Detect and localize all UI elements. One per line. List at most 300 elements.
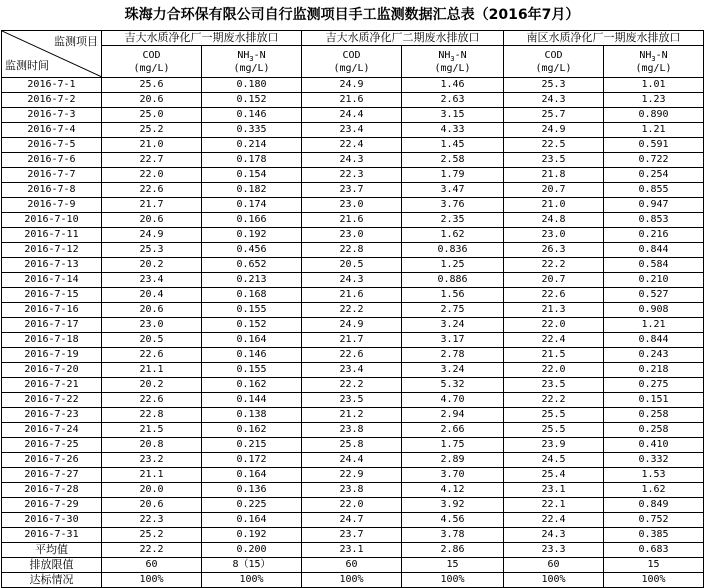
value-cell: 24.5 [504, 453, 604, 468]
value-cell: 0.335 [202, 123, 302, 138]
value-cell: 0.591 [604, 138, 704, 153]
value-cell: 25.2 [102, 528, 202, 543]
value-cell: 1.46 [402, 78, 504, 93]
value-cell: 0.844 [604, 243, 704, 258]
summary-value-cell: 15 [402, 558, 504, 573]
value-cell: 0.225 [202, 498, 302, 513]
value-cell: 20.5 [102, 333, 202, 348]
value-cell: 0.385 [604, 528, 704, 543]
table-row [2, 378, 704, 393]
value-cell: 0.215 [202, 438, 302, 453]
value-cell: 24.9 [504, 123, 604, 138]
date-cell: 2016-7-20 [2, 363, 102, 378]
value-cell: 23.9 [504, 438, 604, 453]
unit-label: (mg/L) [133, 62, 170, 74]
summary-label: 达标情况 [2, 573, 102, 588]
value-cell: 1.62 [402, 228, 504, 243]
value-cell: 0.144 [202, 393, 302, 408]
site-header-1: 吉大水质净化厂一期废水排放口 [102, 31, 302, 46]
date-cell: 2016-7-15 [2, 288, 102, 303]
value-cell: 21.5 [102, 423, 202, 438]
value-cell: 22.2 [302, 303, 402, 318]
table-row [2, 363, 704, 378]
value-cell: 3.47 [402, 183, 504, 198]
value-cell: 0.890 [604, 108, 704, 123]
summary-value-cell: 100% [402, 573, 504, 588]
value-cell: 22.9 [302, 468, 402, 483]
date-cell: 2016-7-16 [2, 303, 102, 318]
value-cell: 24.3 [302, 153, 402, 168]
value-cell: 21.2 [302, 408, 402, 423]
value-cell: 23.1 [504, 483, 604, 498]
value-cell: 1.25 [402, 258, 504, 273]
summary-value-cell: 100% [102, 573, 202, 588]
value-cell: 0.192 [202, 528, 302, 543]
value-cell: 1.53 [604, 468, 704, 483]
value-cell: 20.7 [504, 183, 604, 198]
header-row-sites [2, 31, 704, 46]
value-cell: 23.7 [302, 183, 402, 198]
value-cell: 22.4 [302, 138, 402, 153]
summary-value-cell: 100% [604, 573, 704, 588]
date-cell: 2016-7-22 [2, 393, 102, 408]
table-row [2, 168, 704, 183]
value-cell: 3.24 [402, 363, 504, 378]
value-cell: 20.0 [102, 483, 202, 498]
summary-value-cell: 100% [202, 573, 302, 588]
value-cell: 22.7 [102, 153, 202, 168]
value-cell: 22.3 [302, 168, 402, 183]
value-cell: 1.01 [604, 78, 704, 93]
value-cell: 23.0 [302, 198, 402, 213]
value-cell: 0.162 [202, 378, 302, 393]
table-row [2, 78, 704, 93]
value-cell: 0.836 [402, 243, 504, 258]
value-cell: 24.4 [302, 453, 402, 468]
unit-label: (mg/L) [434, 62, 471, 74]
value-cell: 24.8 [504, 213, 604, 228]
value-cell: 3.24 [402, 318, 504, 333]
date-cell: 2016-7-24 [2, 423, 102, 438]
table-row [2, 468, 704, 483]
value-cell: 0.155 [202, 303, 302, 318]
nh3n-label: $NH_3-N$ [237, 49, 266, 63]
value-cell: 3.78 [402, 528, 504, 543]
value-cell: 1.21 [604, 123, 704, 138]
value-cell: 2.58 [402, 153, 504, 168]
table-row [2, 288, 704, 303]
table-row [2, 393, 704, 408]
value-cell: 0.180 [202, 78, 302, 93]
value-cell: 2.66 [402, 423, 504, 438]
value-cell: 23.4 [102, 273, 202, 288]
value-cell: 22.6 [102, 393, 202, 408]
date-cell: 2016-7-17 [2, 318, 102, 333]
value-cell: 0.752 [604, 513, 704, 528]
date-cell: 2016-7-9 [2, 198, 102, 213]
header-row-params [2, 46, 704, 78]
value-cell: 1.79 [402, 168, 504, 183]
value-cell: 1.45 [402, 138, 504, 153]
value-cell: 0.527 [604, 288, 704, 303]
value-cell: 23.5 [302, 393, 402, 408]
value-cell: 25.3 [102, 243, 202, 258]
value-cell: 23.2 [102, 453, 202, 468]
value-cell: 23.5 [504, 378, 604, 393]
table-row [2, 348, 704, 363]
value-cell: 25.8 [302, 438, 402, 453]
value-cell: 0.210 [604, 273, 704, 288]
value-cell: 0.164 [202, 513, 302, 528]
table-row [2, 153, 704, 168]
summary-value-cell: 100% [504, 573, 604, 588]
value-cell: 0.410 [604, 438, 704, 453]
value-cell: 26.3 [504, 243, 604, 258]
summary-value-cell: 60 [102, 558, 202, 573]
table-row [2, 528, 704, 543]
value-cell: 2.89 [402, 453, 504, 468]
value-cell: 0.722 [604, 153, 704, 168]
summary-value-cell: 60 [302, 558, 402, 573]
value-cell: 22.2 [504, 258, 604, 273]
table-row [2, 93, 704, 108]
table-row [2, 183, 704, 198]
value-cell: 25.0 [102, 108, 202, 123]
value-cell: 20.6 [102, 93, 202, 108]
summary-value-cell: 8（15） [202, 558, 302, 573]
value-cell: 0.652 [202, 258, 302, 273]
value-cell: 23.8 [302, 483, 402, 498]
value-cell: 4.12 [402, 483, 504, 498]
site-header-3: 南区水质净化厂一期废水排放口 [504, 31, 704, 46]
value-cell: 21.3 [504, 303, 604, 318]
param-header-nh3n [202, 46, 302, 78]
value-cell: 24.3 [504, 528, 604, 543]
table-row [2, 138, 704, 153]
date-cell: 2016-7-2 [2, 93, 102, 108]
value-cell: 23.4 [302, 123, 402, 138]
value-cell: 22.4 [504, 333, 604, 348]
date-cell: 2016-7-18 [2, 333, 102, 348]
value-cell: 0.138 [202, 408, 302, 423]
param-header-nh3n [402, 46, 504, 78]
value-cell: 22.2 [302, 378, 402, 393]
table-row [2, 453, 704, 468]
value-cell: 0.218 [604, 363, 704, 378]
value-cell: 23.5 [504, 153, 604, 168]
value-cell: 22.2 [504, 393, 604, 408]
value-cell: 0.164 [202, 333, 302, 348]
value-cell: 0.164 [202, 468, 302, 483]
table-row [2, 318, 704, 333]
param-header-cod [302, 46, 402, 78]
value-cell: 21.0 [504, 198, 604, 213]
date-cell: 2016-7-6 [2, 153, 102, 168]
value-cell: 22.4 [504, 513, 604, 528]
value-cell: 2.63 [402, 93, 504, 108]
date-cell: 2016-7-25 [2, 438, 102, 453]
corner-label-time: 监测时间 [5, 59, 49, 72]
value-cell: 24.7 [302, 513, 402, 528]
value-cell: 21.6 [302, 93, 402, 108]
value-cell: 25.6 [102, 78, 202, 93]
date-cell: 2016-7-14 [2, 273, 102, 288]
summary-row [2, 543, 704, 558]
unit-label: (mg/L) [233, 62, 270, 74]
value-cell: 2.75 [402, 303, 504, 318]
summary-row [2, 573, 704, 588]
value-cell: 0.152 [202, 93, 302, 108]
value-cell: 4.56 [402, 513, 504, 528]
summary-value-cell: 23.1 [302, 543, 402, 558]
value-cell: 0.162 [202, 423, 302, 438]
table-row [2, 303, 704, 318]
value-cell: 23.8 [302, 423, 402, 438]
table-row [2, 243, 704, 258]
value-cell: 20.6 [102, 303, 202, 318]
value-cell: 22.0 [504, 363, 604, 378]
value-cell: 0.258 [604, 423, 704, 438]
date-cell: 2016-7-10 [2, 213, 102, 228]
cod-label: COD [342, 49, 361, 61]
date-cell: 2016-7-5 [2, 138, 102, 153]
value-cell: 22.6 [102, 183, 202, 198]
date-cell: 2016-7-13 [2, 258, 102, 273]
monitoring-table [1, 30, 704, 588]
value-cell: 3.76 [402, 198, 504, 213]
value-cell: 0.136 [202, 483, 302, 498]
value-cell: 0.214 [202, 138, 302, 153]
value-cell: 0.584 [604, 258, 704, 273]
value-cell: 0.182 [202, 183, 302, 198]
value-cell: 1.23 [604, 93, 704, 108]
value-cell: 0.254 [604, 168, 704, 183]
value-cell: 0.947 [604, 198, 704, 213]
value-cell: 1.75 [402, 438, 504, 453]
value-cell: 24.9 [302, 78, 402, 93]
value-cell: 21.7 [302, 333, 402, 348]
table-row [2, 483, 704, 498]
value-cell: 1.21 [604, 318, 704, 333]
table-row [2, 213, 704, 228]
value-cell: 22.6 [102, 348, 202, 363]
date-cell: 2016-7-28 [2, 483, 102, 498]
value-cell: 22.5 [504, 138, 604, 153]
value-cell: 24.4 [302, 108, 402, 123]
value-cell: 21.0 [102, 138, 202, 153]
value-cell: 0.151 [604, 393, 704, 408]
value-cell: 23.4 [302, 363, 402, 378]
date-cell: 2016-7-31 [2, 528, 102, 543]
value-cell: 0.213 [202, 273, 302, 288]
cod-label: COD [142, 49, 161, 61]
table-row [2, 513, 704, 528]
date-cell: 2016-7-27 [2, 468, 102, 483]
value-cell: 3.17 [402, 333, 504, 348]
value-cell: 23.0 [302, 228, 402, 243]
value-cell: 22.0 [102, 168, 202, 183]
value-cell: 22.6 [302, 348, 402, 363]
value-cell: 21.1 [102, 468, 202, 483]
value-cell: 0.154 [202, 168, 302, 183]
value-cell: 25.4 [504, 468, 604, 483]
value-cell: 22.6 [504, 288, 604, 303]
table-row [2, 123, 704, 138]
value-cell: 0.908 [604, 303, 704, 318]
value-cell: 25.7 [504, 108, 604, 123]
summary-value-cell: 15 [604, 558, 704, 573]
value-cell: 2.94 [402, 408, 504, 423]
value-cell: 25.5 [504, 408, 604, 423]
value-cell: 0.844 [604, 333, 704, 348]
value-cell: 24.3 [504, 93, 604, 108]
table-row [2, 198, 704, 213]
date-cell: 2016-7-12 [2, 243, 102, 258]
site-header-2: 吉大水质净化厂二期废水排放口 [302, 31, 504, 46]
value-cell: 22.3 [102, 513, 202, 528]
date-cell: 2016-7-30 [2, 513, 102, 528]
date-cell: 2016-7-23 [2, 408, 102, 423]
value-cell: 23.7 [302, 528, 402, 543]
report-title: 珠海力合环保有限公司自行监测项目手工监测数据汇总表（2016年7月） [124, 7, 580, 23]
value-cell: 23.0 [102, 318, 202, 333]
value-cell: 0.166 [202, 213, 302, 228]
date-cell: 2016-7-7 [2, 168, 102, 183]
table-row [2, 423, 704, 438]
value-cell: 0.849 [604, 498, 704, 513]
summary-value-cell: 22.2 [102, 543, 202, 558]
value-cell: 0.216 [604, 228, 704, 243]
value-cell: 22.8 [302, 243, 402, 258]
value-cell: 20.5 [302, 258, 402, 273]
value-cell: 21.1 [102, 363, 202, 378]
value-cell: 4.70 [402, 393, 504, 408]
value-cell: 0.332 [604, 453, 704, 468]
date-cell: 2016-7-1 [2, 78, 102, 93]
param-header-cod [102, 46, 202, 78]
value-cell: 0.853 [604, 213, 704, 228]
value-cell: 25.5 [504, 423, 604, 438]
nh3n-label: $NH_3-N$ [639, 49, 668, 63]
date-cell: 2016-7-8 [2, 183, 102, 198]
value-cell: 1.56 [402, 288, 504, 303]
table-row [2, 408, 704, 423]
value-cell: 21.5 [504, 348, 604, 363]
value-cell: 25.3 [504, 78, 604, 93]
value-cell: 25.2 [102, 123, 202, 138]
value-cell: 4.33 [402, 123, 504, 138]
summary-row [2, 558, 704, 573]
table-row [2, 438, 704, 453]
value-cell: 22.1 [504, 498, 604, 513]
summary-label: 平均值 [2, 543, 102, 558]
summary-value-cell: 0.683 [604, 543, 704, 558]
nh3n-label: $NH_3-N$ [438, 49, 467, 63]
value-cell: 22.0 [302, 498, 402, 513]
value-cell: 0.258 [604, 408, 704, 423]
value-cell: 0.172 [202, 453, 302, 468]
param-header-nh3n [604, 46, 704, 78]
summary-value-cell: 23.3 [504, 543, 604, 558]
value-cell: 20.2 [102, 378, 202, 393]
value-cell: 3.15 [402, 108, 504, 123]
corner-header-cell [2, 31, 102, 78]
cod-label: COD [544, 49, 563, 61]
value-cell: 20.2 [102, 258, 202, 273]
value-cell: 3.92 [402, 498, 504, 513]
date-cell: 2016-7-29 [2, 498, 102, 513]
unit-label: (mg/L) [535, 62, 572, 74]
value-cell: 20.6 [102, 213, 202, 228]
value-cell: 24.9 [102, 228, 202, 243]
value-cell: 0.886 [402, 273, 504, 288]
value-cell: 0.243 [604, 348, 704, 363]
date-cell: 2016-7-21 [2, 378, 102, 393]
summary-value-cell: 100% [302, 573, 402, 588]
value-cell: 21.8 [504, 168, 604, 183]
date-cell: 2016-7-4 [2, 123, 102, 138]
date-cell: 2016-7-11 [2, 228, 102, 243]
value-cell: 3.70 [402, 468, 504, 483]
param-header-cod [504, 46, 604, 78]
value-cell: 0.192 [202, 228, 302, 243]
value-cell: 0.456 [202, 243, 302, 258]
value-cell: 5.32 [402, 378, 504, 393]
summary-value-cell: 0.200 [202, 543, 302, 558]
value-cell: 0.855 [604, 183, 704, 198]
value-cell: 2.35 [402, 213, 504, 228]
table-row [2, 108, 704, 123]
summary-value-cell: 2.86 [402, 543, 504, 558]
value-cell: 0.155 [202, 363, 302, 378]
table-row [2, 228, 704, 243]
value-cell: 22.8 [102, 408, 202, 423]
value-cell: 20.6 [102, 498, 202, 513]
value-cell: 23.0 [504, 228, 604, 243]
value-cell: 0.275 [604, 378, 704, 393]
value-cell: 0.152 [202, 318, 302, 333]
date-cell: 2016-7-26 [2, 453, 102, 468]
value-cell: 20.7 [504, 273, 604, 288]
value-cell: 1.62 [604, 483, 704, 498]
unit-label: (mg/L) [333, 62, 370, 74]
table-row [2, 498, 704, 513]
summary-value-cell: 60 [504, 558, 604, 573]
date-cell: 2016-7-19 [2, 348, 102, 363]
value-cell: 0.146 [202, 348, 302, 363]
value-cell: 2.78 [402, 348, 504, 363]
value-cell: 0.146 [202, 108, 302, 123]
value-cell: 21.6 [302, 213, 402, 228]
value-cell: 0.168 [202, 288, 302, 303]
value-cell: 24.3 [302, 273, 402, 288]
value-cell: 24.9 [302, 318, 402, 333]
corner-label-item: 监测项目 [54, 35, 98, 48]
value-cell: 21.6 [302, 288, 402, 303]
value-cell: 21.7 [102, 198, 202, 213]
table-row [2, 333, 704, 348]
value-cell: 20.8 [102, 438, 202, 453]
table-row [2, 258, 704, 273]
unit-label: (mg/L) [635, 62, 672, 74]
value-cell: 0.174 [202, 198, 302, 213]
value-cell: 22.0 [504, 318, 604, 333]
summary-label: 排放限值 [2, 558, 102, 573]
date-cell: 2016-7-3 [2, 108, 102, 123]
value-cell: 20.4 [102, 288, 202, 303]
table-row [2, 273, 704, 288]
value-cell: 0.178 [202, 153, 302, 168]
